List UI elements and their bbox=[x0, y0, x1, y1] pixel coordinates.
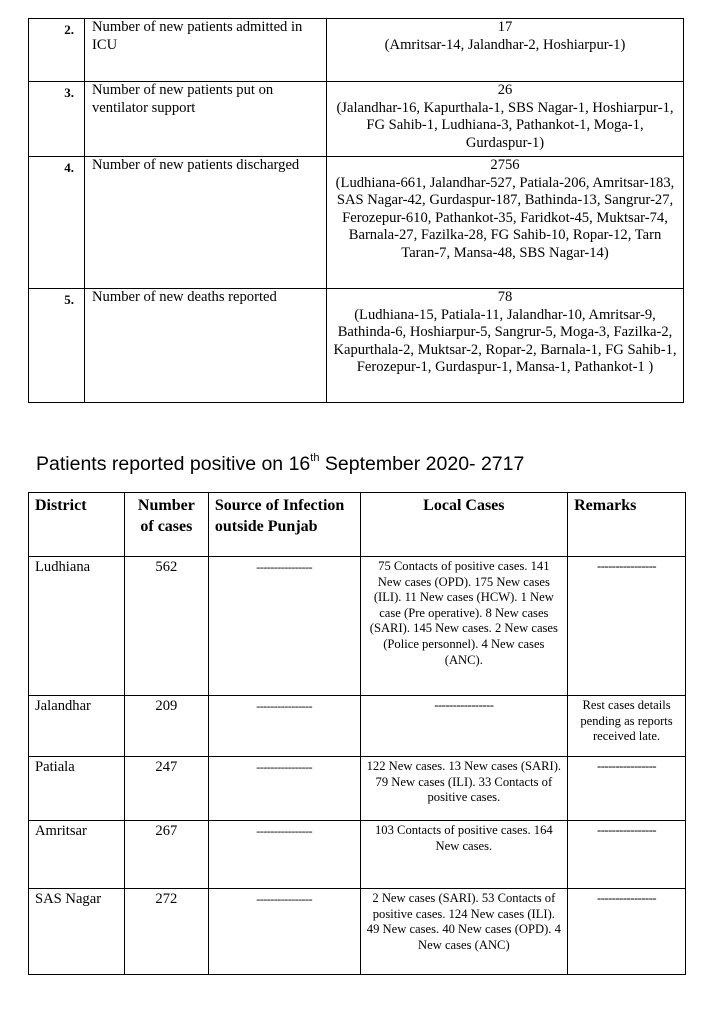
number-cell: 267 bbox=[124, 821, 208, 889]
section-title-text: Patients reported positive on 16 bbox=[36, 453, 311, 475]
number-cell: 562 bbox=[124, 557, 208, 696]
row-detail: (Ludhiana-15, Patiala-11, Jalandhar-10, Amritsar-9, Bathinda-6, Hoshiarpur-5, Sangrur-5, Moga-3, Fazilka-2, Kapurthala-2, Muktsar-2, Ropar-2, Barnala-1, FG Sahib-1, Ferozepur-1, Gurdaspur-1, Mansa-1, Pathankot-1 ) bbox=[333, 306, 677, 376]
row-value bbox=[327, 289, 684, 403]
row-number: 5. bbox=[29, 289, 85, 403]
header-local: Local Cases bbox=[360, 493, 568, 557]
district-cell: Ludhiana bbox=[29, 557, 125, 696]
table-row bbox=[29, 757, 686, 821]
section-title-superscript: th bbox=[310, 452, 320, 464]
table-row bbox=[29, 557, 686, 696]
source-cell: ---------------- bbox=[208, 757, 360, 821]
row-detail: (Jalandhar-16, Kapurthala-1, SBS Nagar-1, Hoshiarpur-1, FG Sahib-1, Ludhiana-3, Pathankot-1, Moga-1, Gurdaspur-1) bbox=[336, 99, 674, 151]
number-cell: 272 bbox=[124, 889, 208, 975]
table-row bbox=[29, 889, 686, 975]
section-title bbox=[36, 452, 524, 476]
header-district: District bbox=[29, 493, 125, 557]
district-table bbox=[28, 492, 686, 975]
row-number: 2. bbox=[29, 19, 85, 82]
row-number: 4. bbox=[29, 157, 85, 289]
local-cases-cell: 75 Contacts of positive cases. 141 New cases (OPD). 175 New cases (ILI). 11 New cases (HCW). 1 New case (Pre operative). 8 New cases (SARI). 145 New cases. 2 New cases (Police personnel). 4 New cases (ANC). bbox=[360, 557, 568, 696]
local-cases-cell: 2 New cases (SARI). 53 Contacts of positive cases. 124 New cases (ILI). 49 New cases. 40 New cases (OPD). 4 New cases (ANC) bbox=[360, 889, 568, 975]
table-row bbox=[29, 696, 686, 757]
row-value bbox=[327, 82, 684, 157]
row-total: 2756 bbox=[490, 157, 520, 173]
summary-row bbox=[29, 82, 684, 157]
section-title-suffix: September 2020- 2717 bbox=[319, 453, 525, 475]
summary-row bbox=[29, 157, 684, 289]
source-cell: ---------------- bbox=[208, 821, 360, 889]
district-cell: Amritsar bbox=[29, 821, 125, 889]
remarks-cell: ---------------- bbox=[568, 821, 686, 889]
remarks-cell: ---------------- bbox=[568, 889, 686, 975]
summary-row bbox=[29, 19, 684, 82]
local-cases-cell: 103 Contacts of positive cases. 164 New cases. bbox=[360, 821, 568, 889]
header-row bbox=[29, 493, 686, 557]
header-number: Number of cases bbox=[124, 493, 208, 557]
summary-row bbox=[29, 289, 684, 403]
number-cell: 247 bbox=[124, 757, 208, 821]
row-total: 26 bbox=[497, 82, 513, 98]
district-cell: SAS Nagar bbox=[29, 889, 125, 975]
row-number: 3. bbox=[29, 82, 85, 157]
row-detail: (Ludhiana-661, Jalandhar-527, Patiala-206, Amritsar-183, SAS Nagar-42, Gurdaspur-187, Bathinda-13, Sangrur-27, Ferozepur-610, Pathankot-35, Faridkot-45, Muktsar-74, Barnala-27, Fazilka-28, FG Sahib-10, Ropar-12, Tarn Taran-7, Mansa-48, SBS Nagar-14) bbox=[335, 174, 675, 261]
remarks-cell: Rest cases details pending as reports received late. bbox=[568, 696, 686, 757]
source-cell: ---------------- bbox=[208, 889, 360, 975]
local-cases-cell: ---------------- bbox=[360, 696, 568, 757]
number-cell: 209 bbox=[124, 696, 208, 757]
local-cases-cell: 122 New cases. 13 New cases (SARI). 79 New cases (ILI). 33 Contacts of positive cases. bbox=[360, 757, 568, 821]
row-description: Number of new patients admitted in ICU bbox=[85, 19, 327, 82]
row-value bbox=[327, 157, 684, 289]
source-cell: ---------------- bbox=[208, 557, 360, 696]
header-source: Source of Infection outside Punjab bbox=[208, 493, 360, 557]
row-total: 78 bbox=[497, 289, 513, 305]
row-description: Number of new deaths reported bbox=[85, 289, 327, 403]
row-detail: (Amritsar-14, Jalandhar-2, Hoshiarpur-1) bbox=[384, 36, 626, 53]
table-row bbox=[29, 821, 686, 889]
row-total: 17 bbox=[497, 19, 513, 35]
header-remarks: Remarks bbox=[568, 493, 686, 557]
row-description: Number of new patients put on ventilator support bbox=[85, 82, 327, 157]
summary-table bbox=[28, 18, 684, 403]
source-cell: ---------------- bbox=[208, 696, 360, 757]
remarks-cell: ---------------- bbox=[568, 557, 686, 696]
remarks-cell: ---------------- bbox=[568, 757, 686, 821]
district-cell: Jalandhar bbox=[29, 696, 125, 757]
row-value bbox=[327, 19, 684, 82]
district-cell: Patiala bbox=[29, 757, 125, 821]
row-description: Number of new patients discharged bbox=[85, 157, 327, 289]
